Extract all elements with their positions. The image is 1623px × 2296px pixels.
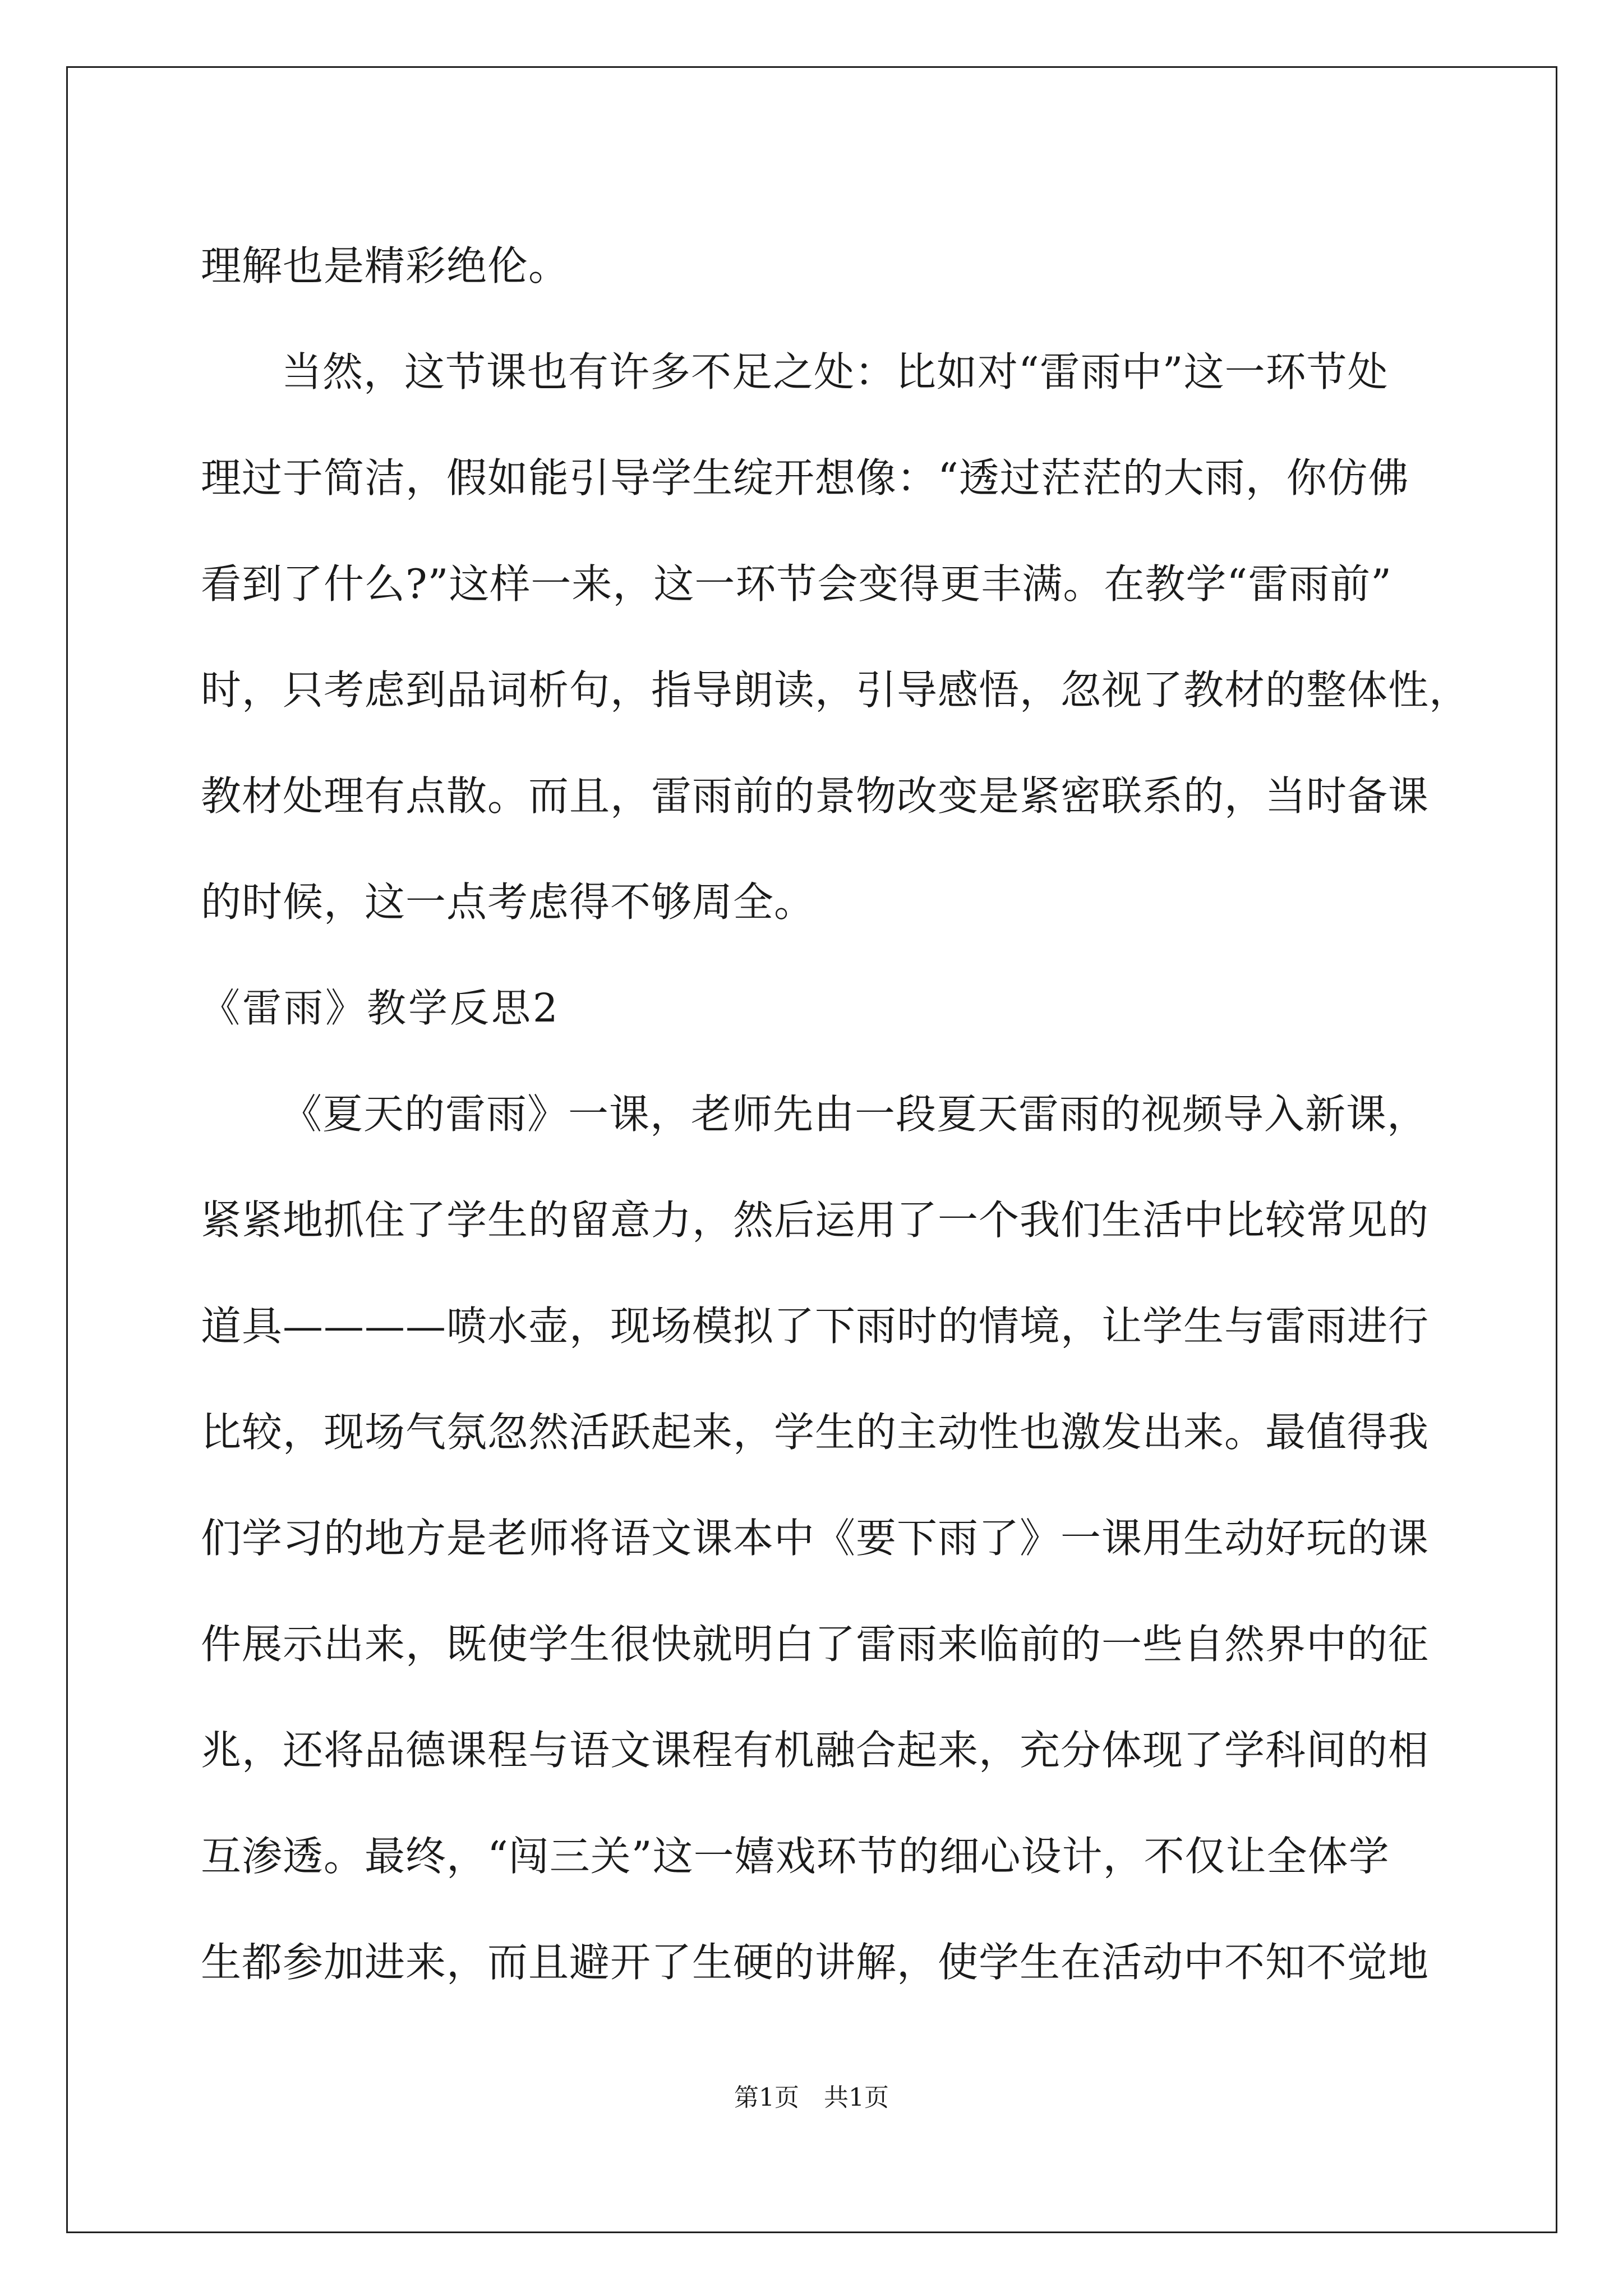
text-line-17: 生都参加进来，而且避开了生硬的讲解，使学生在活动中不知不觉地 <box>201 1939 1430 1986</box>
text-line-12: 比较，现场气氛忽然活跃起来，学生的主动性也激发出来。最值得我 <box>201 1409 1430 1456</box>
text-line-6: 教材处理有点散。而且，雷雨前的景物改变是紧密联系的，当时备课 <box>201 772 1430 820</box>
text-line-11: 道具————喷水壶，现场模拟了下雨时的情境，让学生与雷雨进行 <box>201 1303 1430 1350</box>
text-line-4: 看到了什么?”这样一来，这一环节会变得更丰满。在教学“雷雨前” <box>201 560 1393 608</box>
page-footer: 第1页 共1页 <box>734 2083 889 2112</box>
text-line-15: 兆，还将品德课程与语文课程有机融合起来，充分体现了学科间的相 <box>201 1727 1430 1774</box>
text-line-1: 理解也是精彩绝伦。 <box>201 242 570 289</box>
text-line-10: 紧紧地抓住了学生的留意力，然后运用了一个我们生活中比较常见的 <box>201 1197 1430 1244</box>
document-body <box>201 213 1470 2016</box>
section-heading: 《雷雨》教学反思2 <box>201 985 560 1031</box>
text-line-16: 互渗透。最终，“闯三关”这一嬉戏环节的细心设计，不仅让全体学 <box>201 1833 1390 1880</box>
text-line-2: 当然，这节课也有许多不足之处：比如对“雷雨中”这一环节处 <box>282 348 1389 395</box>
text-line-5: 时，只考虑到品词析句，指导朗读，引导感悟，忽视了教材的整体性， <box>201 666 1470 714</box>
text-line-7: 的时候，这一点考虑得不够周全。 <box>201 878 815 926</box>
text-line-13: 们学习的地方是老师将语文课本中《要下雨了》一课用生动好玩的课 <box>201 1515 1430 1562</box>
text-line-3: 理过于简洁，假如能引导学生绽开想像：“透过茫茫的大雨，你仿佛 <box>201 454 1409 501</box>
text-line-14: 件展示出来，既使学生很快就明白了雷雨来临前的一些自然界中的征 <box>201 1621 1430 1668</box>
text-line-9: 《夏天的雷雨》一课，老师先由一段夏天雷雨的视频导入新课， <box>282 1091 1428 1138</box>
